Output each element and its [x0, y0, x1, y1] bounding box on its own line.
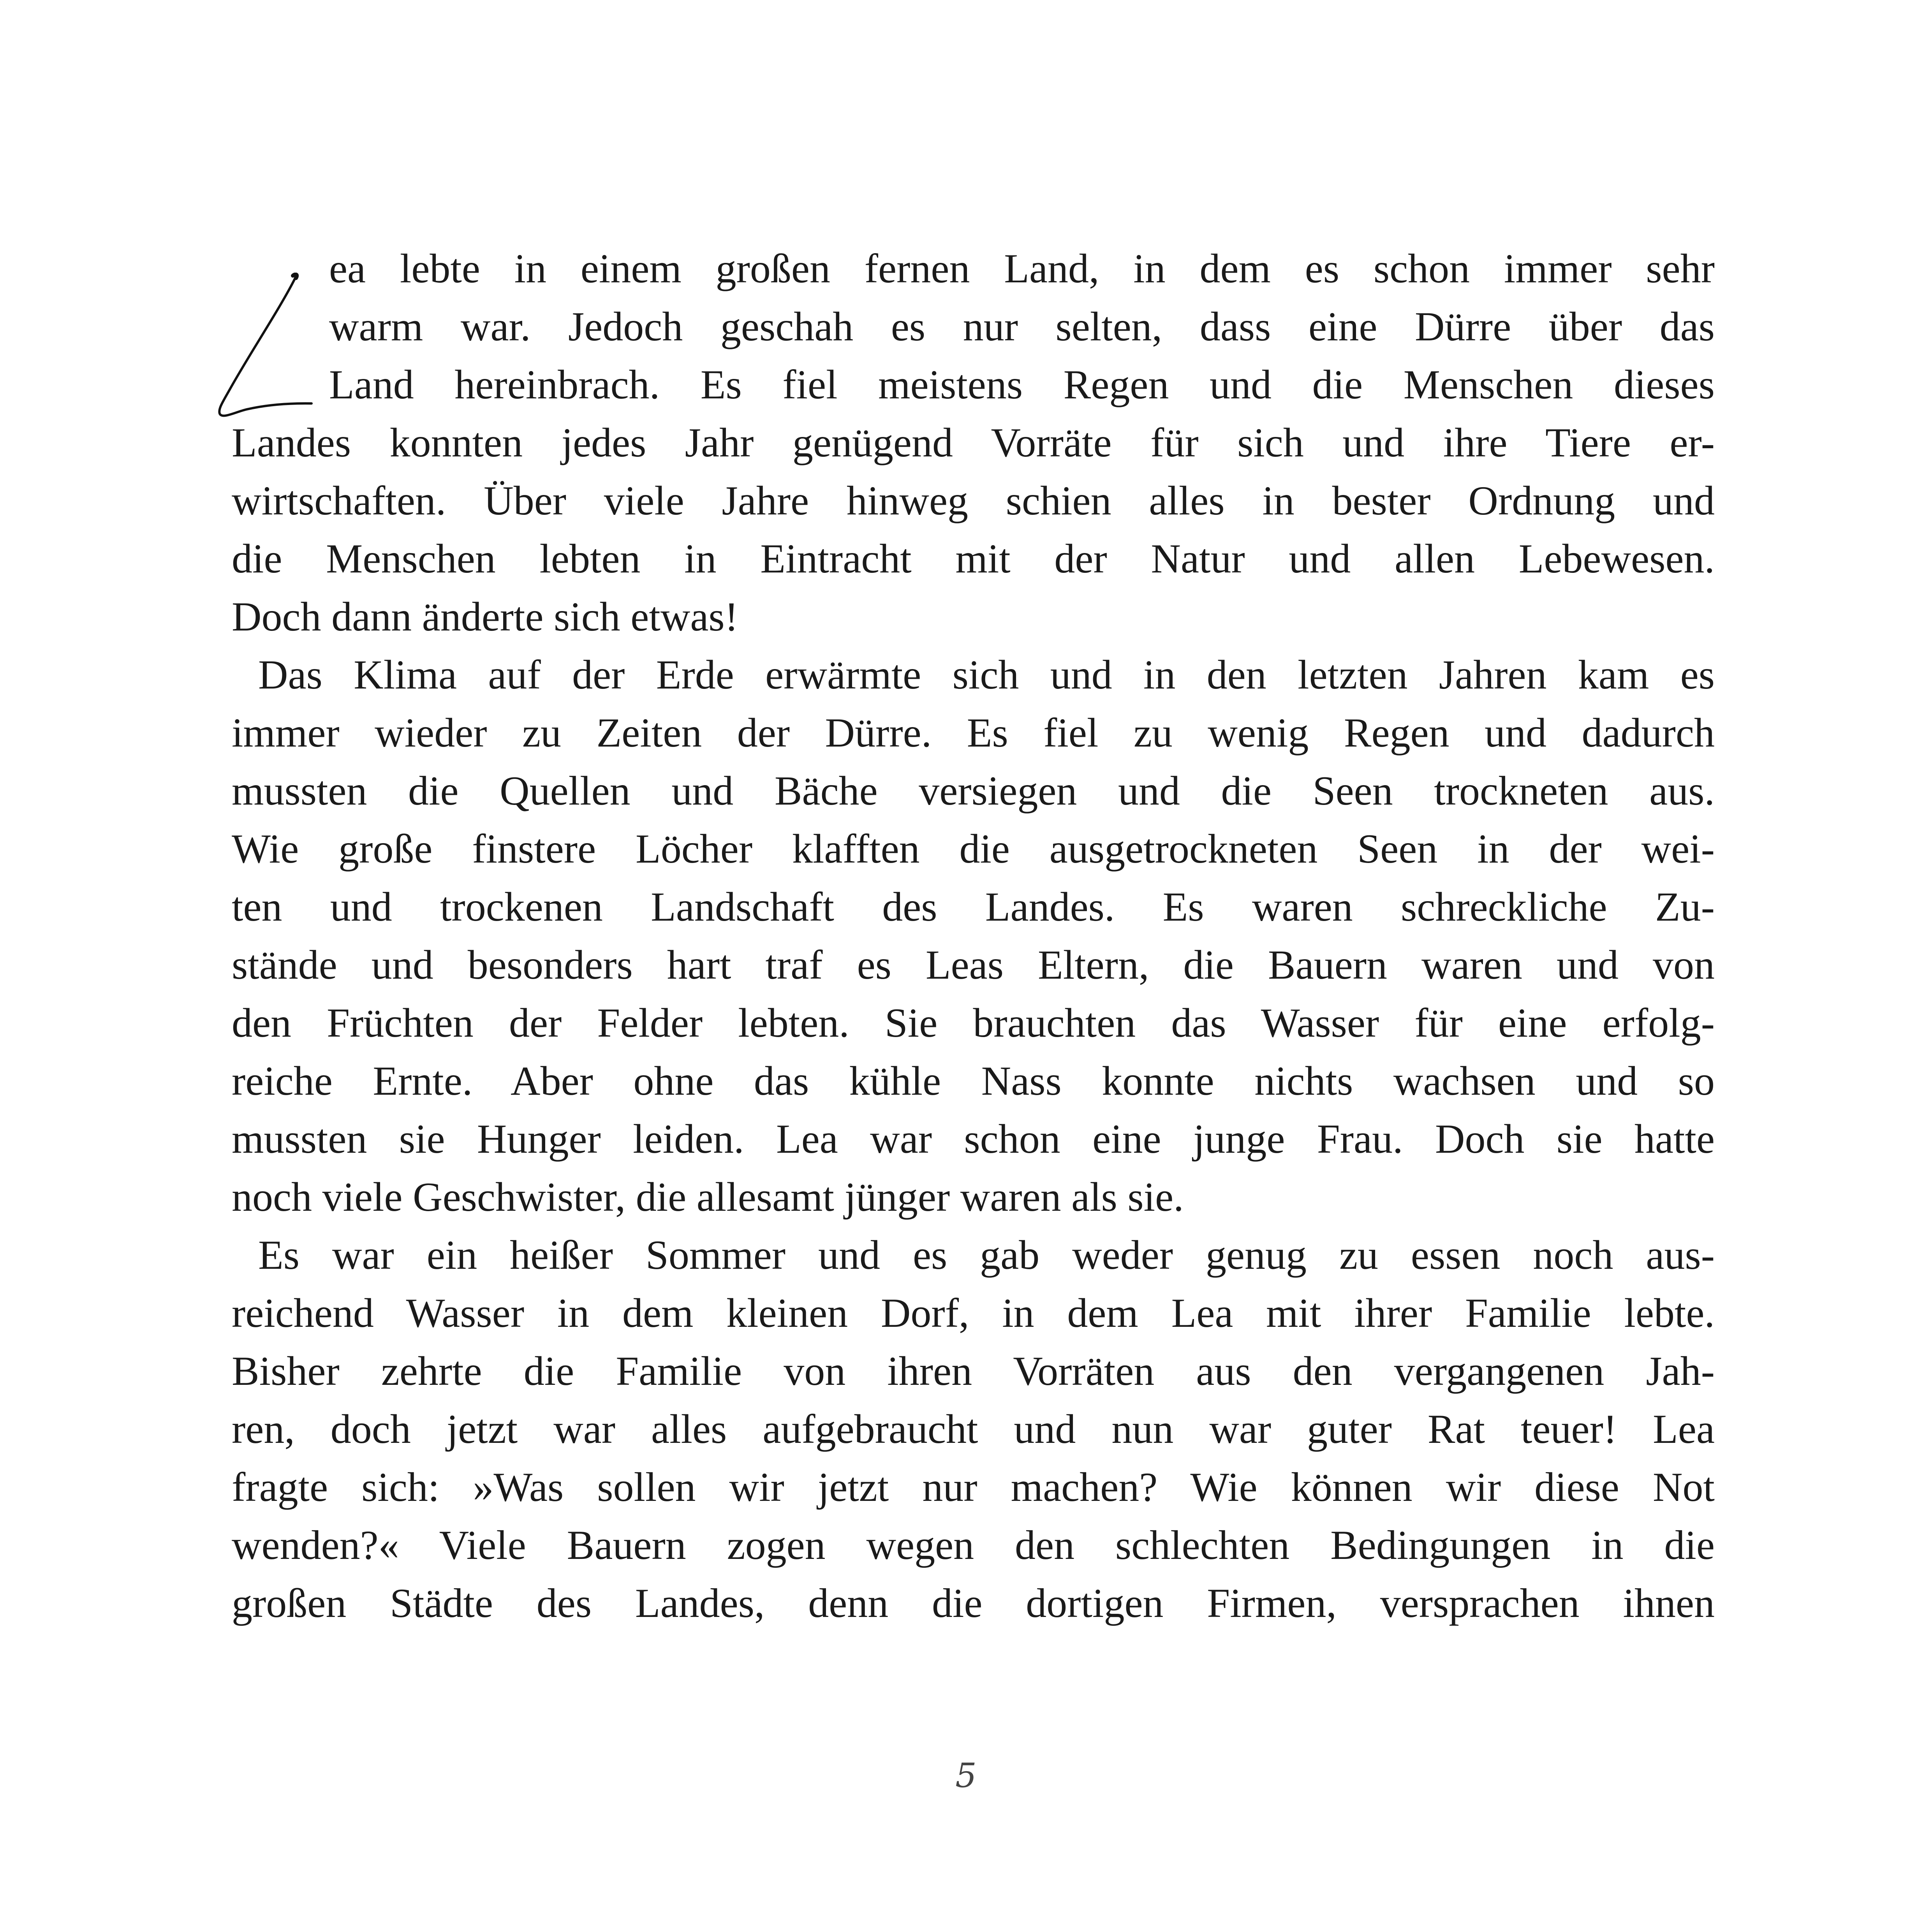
text-line: ea lebte in einem großen fernen Land, in dem es schon immer sehr — [329, 246, 1715, 291]
body-text — [232, 240, 1715, 1632]
text-line: großen Städte des Landes, denn die dortigen Firmen, versprachen ihnen — [232, 1580, 1715, 1626]
text-line: ten und trockenen Landschaft des Landes. Es waren schreckliche Zu- — [232, 884, 1715, 930]
text-line: ren, doch jetzt war alles aufgebraucht und nun war guter Rat teuer! Lea — [232, 1406, 1715, 1452]
text-line: Es war ein heißer Sommer und es gab weder genug zu essen noch aus- — [258, 1232, 1715, 1278]
text-line: mussten sie Hunger leiden. Lea war schon eine junge Frau. Doch sie hatte — [232, 1116, 1715, 1162]
text-line: wenden?« Viele Bauern zogen wegen den schlechten Bedingungen in die — [232, 1522, 1715, 1568]
text-line: die Menschen lebten in Eintracht mit der Natur und allen Lebewesen. — [232, 536, 1715, 581]
text-line: noch viele Geschwister, die allesamt jünger waren als sie. — [232, 1174, 1184, 1220]
text-line: mussten die Quellen und Bäche versiegen und die Seen trockneten aus. — [232, 768, 1715, 814]
text-line: immer wieder zu Zeiten der Dürre. Es fiel zu wenig Regen und dadurch — [232, 710, 1715, 756]
text-line: Das Klima auf der Erde erwärmte sich und in den letzten Jahren kam es — [258, 652, 1715, 697]
text-line: stände und besonders hart traf es Leas Eltern, die Bauern waren und von — [232, 942, 1715, 988]
text-line: Bisher zehrte die Familie von ihren Vorräten aus den vergangenen Jah- — [232, 1348, 1715, 1394]
text-line: reiche Ernte. Aber ohne das kühle Nass konnte nichts wachsen und so — [232, 1058, 1715, 1104]
text-line: fragte sich: »Was sollen wir jetzt nur machen? Wie können wir diese Not — [232, 1464, 1715, 1510]
text-line: wirtschaften. Über viele Jahre hinweg schien alles in bester Ordnung und — [232, 478, 1715, 523]
text-line: Landes konnten jedes Jahr genügend Vorräte für sich und ihre Tiere er- — [232, 420, 1715, 465]
text-line: Doch dann änderte sich etwas! — [232, 594, 738, 639]
page-number: 5 — [955, 1756, 977, 1795]
text-line: warm war. Jedoch geschah es nur selten, dass eine Dürre über das — [329, 304, 1715, 349]
text-line: reichend Wasser in dem kleinen Dorf, in dem Lea mit ihrer Familie lebte. — [232, 1290, 1715, 1336]
text-line: Land hereinbrach. Es fiel meistens Regen und die Menschen dieses — [329, 362, 1715, 407]
text-line: den Früchten der Felder lebten. Sie brauchten das Wasser für eine erfolg- — [232, 1000, 1715, 1046]
text-line: Wie große finstere Löcher klafften die ausgetrockneten Seen in der wei- — [232, 826, 1715, 872]
